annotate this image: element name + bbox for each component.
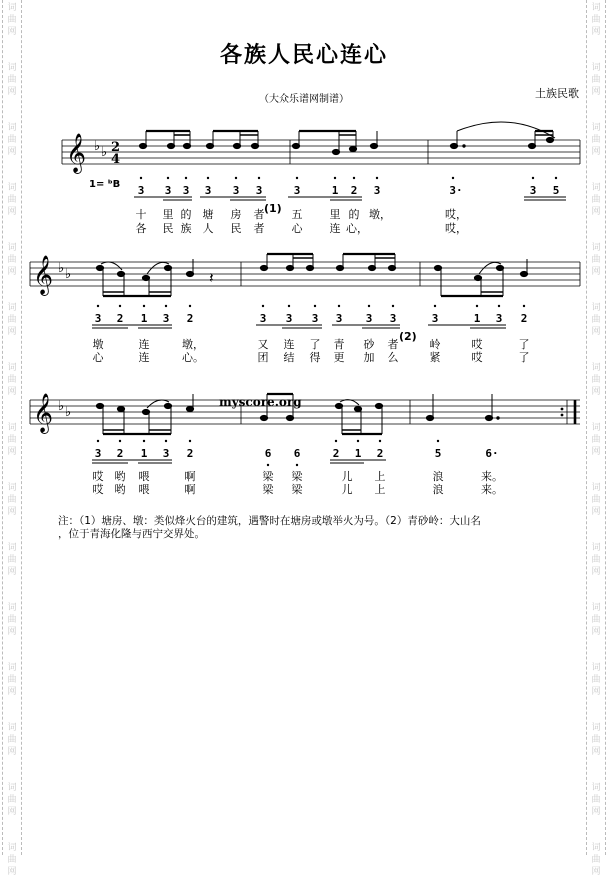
footnote-mark: (2) [399, 330, 417, 343]
footnote-mark: (1) [264, 202, 282, 215]
side-watermark-glyph: 曲 [7, 75, 17, 85]
side-watermark-glyph: 网 [7, 27, 17, 37]
side-watermark-glyph: 曲 [591, 855, 601, 865]
side-watermark-glyph: 词 [591, 543, 601, 553]
lyric: 连 [138, 338, 150, 351]
jianpu-note: 3 [94, 312, 102, 325]
lyric: 心 [291, 222, 303, 235]
jianpu-note: 1 [331, 184, 339, 197]
jianpu-note: 2 [186, 447, 194, 460]
lyric: 各 [135, 222, 147, 235]
lyric: 砂 [363, 338, 375, 351]
lyric: 得 [309, 351, 321, 364]
jianpu-note: 1 [140, 447, 148, 460]
lyric: 更 [333, 351, 345, 364]
side-watermark-glyph: 曲 [591, 555, 601, 565]
key-signature: 1= ᵇB [89, 179, 121, 190]
lyric: 梁 [291, 470, 303, 483]
lyric: 十 [135, 208, 147, 221]
jianpu-note: 3 [495, 312, 503, 325]
lyric: 房 [230, 208, 242, 221]
lyric: 青 [333, 338, 345, 351]
lyric: 墩， [369, 208, 391, 221]
lyric: 来。 [481, 483, 503, 496]
jianpu-note: 3 [365, 312, 373, 325]
side-watermark-glyph: 网 [7, 867, 17, 877]
lyric: 梁 [262, 483, 274, 496]
lyric: 紧 [429, 351, 441, 364]
side-watermark-glyph: 网 [7, 807, 17, 817]
side-watermark-glyph: 曲 [591, 315, 601, 325]
jianpu-note: 3 [389, 312, 397, 325]
side-watermark-glyph: 词 [591, 303, 601, 313]
jianpu-note: 3 [162, 447, 170, 460]
lyric: 塘 [202, 208, 214, 221]
lyric: 了 [518, 338, 530, 351]
side-watermark-glyph: 网 [591, 267, 601, 277]
jianpu-note: 5 [552, 184, 560, 197]
footnote-line: 注：（1）塘房、墩：类似烽火台的建筑，遇警时在塘房或墩举火为号。（2）青砂岭：大山名 [58, 515, 481, 527]
side-watermark-glyph: 曲 [591, 495, 601, 505]
side-watermark-glyph: 曲 [7, 555, 17, 565]
side-watermark-glyph: 词 [591, 123, 601, 133]
flat-icon: ♭ [101, 145, 108, 160]
side-watermark-glyph: 网 [591, 207, 601, 217]
lyric: 心， [346, 222, 368, 235]
treble-clef-icon: 𝄞 [33, 393, 54, 433]
jianpu-note: 6· [485, 447, 499, 460]
jianpu-note: 3 [182, 184, 190, 197]
side-watermark-glyph: 网 [591, 147, 601, 157]
lyric: 者 [253, 222, 265, 235]
side-watermark-glyph: 词 [7, 723, 17, 733]
side-watermark-glyph: 曲 [7, 855, 17, 865]
watermark: myscore.org [219, 395, 302, 409]
jianpu-note: 2 [332, 447, 340, 460]
side-watermark-glyph: 网 [7, 147, 17, 157]
jianpu-note: 3 [259, 312, 267, 325]
side-watermark-glyph: 曲 [7, 375, 17, 385]
jianpu-note: 1 [354, 447, 362, 460]
jianpu-note: 2 [520, 312, 528, 325]
jianpu-note: 2 [116, 312, 124, 325]
side-watermark-glyph: 词 [591, 483, 601, 493]
side-watermark-glyph: 词 [7, 63, 17, 73]
jianpu-note: 2 [376, 447, 384, 460]
jianpu-note: 3 [232, 184, 240, 197]
staff-2 [30, 254, 580, 296]
composer: 土族民歌 [535, 87, 579, 100]
side-watermark-glyph: 词 [7, 423, 17, 433]
flat-icon: ♭ [58, 399, 65, 414]
side-watermark-glyph: 词 [591, 3, 601, 13]
jianpu-note: 3 [164, 184, 172, 197]
side-watermark-glyph: 词 [591, 603, 601, 613]
side-watermark-glyph: 词 [591, 423, 601, 433]
lyric: 的 [348, 208, 360, 221]
lyric: 连 [329, 222, 341, 235]
side-watermark-glyph: 曲 [7, 675, 17, 685]
side-watermark-glyph: 词 [7, 363, 17, 373]
staff-3 [30, 393, 580, 434]
side-watermark-glyph: 网 [591, 867, 601, 877]
side-watermark-glyph: 词 [7, 483, 17, 493]
side-watermark-glyph: 曲 [7, 135, 17, 145]
lyric: 喂 [138, 470, 150, 483]
lyric: 民 [230, 222, 242, 235]
side-watermark-glyph: 词 [7, 783, 17, 793]
side-watermark-glyph: 曲 [7, 315, 17, 325]
side-watermark-glyph: 曲 [7, 615, 17, 625]
side-watermark-glyph: 网 [7, 687, 17, 697]
jianpu-note: 3 [204, 184, 212, 197]
side-watermark-glyph: 词 [7, 183, 17, 193]
side-watermark-glyph: 曲 [7, 195, 17, 205]
side-watermark-glyph: 词 [591, 663, 601, 673]
quarter-rest-icon: 𝄽 [209, 269, 214, 287]
side-watermark-glyph: 词 [591, 243, 601, 253]
side-watermark-glyph: 网 [7, 447, 17, 457]
side-watermark-glyph: 词 [7, 3, 17, 13]
flat-icon: ♭ [94, 139, 101, 154]
lyric: 梁 [291, 483, 303, 496]
lyric: 又 [257, 338, 269, 351]
jianpu-note: 3 [293, 184, 301, 197]
lyric: 哎 [471, 338, 483, 351]
side-watermark-glyph: 网 [7, 207, 17, 217]
side-watermark-glyph: 网 [591, 87, 601, 97]
lyric: 族 [180, 222, 192, 235]
lyric: 里 [162, 208, 174, 221]
flat-icon: ♭ [58, 261, 65, 276]
side-watermark-glyph: 网 [591, 27, 601, 37]
side-watermark-glyph: 词 [7, 663, 17, 673]
jianpu-note: 3 [311, 312, 319, 325]
lyric: 上 [374, 483, 386, 496]
side-watermark-glyph: 曲 [7, 795, 17, 805]
side-watermark-glyph: 网 [7, 327, 17, 337]
side-watermark-glyph: 词 [591, 63, 601, 73]
side-watermark-glyph: 词 [7, 603, 17, 613]
side-watermark-glyph: 词 [7, 543, 17, 553]
side-watermark-glyph: 曲 [7, 435, 17, 445]
side-watermark-glyph: 词 [591, 363, 601, 373]
flat-icon: ♭ [65, 267, 72, 282]
lyric: 五 [291, 208, 303, 221]
treble-clef-icon: 𝄞 [33, 255, 54, 295]
side-watermark-glyph: 网 [7, 567, 17, 577]
jianpu-note: 3 [162, 312, 170, 325]
lyric: 民 [162, 222, 174, 235]
side-watermark-glyph: 词 [7, 843, 17, 853]
side-watermark-glyph: 词 [591, 843, 601, 853]
side-watermark-glyph: 网 [591, 747, 601, 757]
jianpu-note: 3 [137, 184, 145, 197]
side-watermark-glyph: 网 [591, 507, 601, 517]
lyric: 结 [283, 351, 295, 364]
side-watermark-glyph: 网 [591, 567, 601, 577]
footnote-line: ，位于青海化隆与西宁交界处。 [58, 528, 205, 540]
side-watermark-glyph: 网 [7, 627, 17, 637]
jianpu-note: 3 [529, 184, 537, 197]
lyric: 上 [374, 470, 386, 483]
side-watermark-glyph: 曲 [7, 495, 17, 505]
lyric: 心。 [182, 351, 204, 364]
side-watermark-glyph: 网 [7, 747, 17, 757]
flat-icon: ♭ [65, 405, 72, 420]
jianpu-note: 3 [431, 312, 439, 325]
lyric: 人 [202, 222, 214, 235]
side-watermark-glyph: 曲 [591, 15, 601, 25]
lyric: 儿 [341, 470, 353, 483]
side-watermark-glyph: 网 [7, 507, 17, 517]
staff-1 [62, 122, 580, 174]
jianpu-note: 2 [350, 184, 358, 197]
jianpu-note: 3 [94, 447, 102, 460]
side-watermark-glyph: 词 [7, 303, 17, 313]
side-watermark-glyph: 曲 [7, 255, 17, 265]
lyric: 墩 [92, 338, 104, 351]
side-watermark-glyph: 网 [7, 87, 17, 97]
lyric: 岭 [429, 338, 441, 351]
side-watermark-glyph: 曲 [7, 15, 17, 25]
lyric: 连 [283, 338, 295, 351]
lyric: 的 [180, 208, 192, 221]
lyric: 哎， [445, 222, 467, 235]
footnote [58, 515, 558, 541]
lyric: 心 [92, 351, 104, 364]
lyric: 了 [518, 351, 530, 364]
lyric: 加 [363, 351, 375, 364]
side-watermark-glyph: 曲 [591, 795, 601, 805]
side-watermark-glyph: 网 [591, 447, 601, 457]
lyric: 哟 [114, 483, 126, 496]
side-watermark-glyph: 网 [7, 267, 17, 277]
lyric: 哎 [92, 470, 104, 483]
lyric: 了 [309, 338, 321, 351]
side-watermark-glyph: 网 [591, 387, 601, 397]
lyric: 哎， [445, 208, 467, 221]
lyric: 儿 [341, 483, 353, 496]
jianpu-note: 6 [264, 447, 272, 460]
lyric: 来。 [481, 470, 503, 483]
side-watermark-glyph: 曲 [591, 615, 601, 625]
lyric: 者 [387, 338, 399, 351]
side-watermark-glyph: 词 [7, 123, 17, 133]
side-watermark-glyph: 曲 [591, 255, 601, 265]
side-watermark-glyph: 网 [591, 327, 601, 337]
lyric: 梁 [262, 470, 274, 483]
jianpu-note: 5 [434, 447, 442, 460]
jianpu-note: 1 [140, 312, 148, 325]
side-watermark-glyph: 曲 [591, 735, 601, 745]
treble-clef-icon: 𝄞 [66, 133, 87, 173]
jianpu-note: 3 [373, 184, 381, 197]
subtitle: （大众乐谱网制谱） [259, 94, 349, 105]
side-watermark-glyph: 词 [591, 723, 601, 733]
lyric: 连 [138, 351, 150, 364]
song-title: 各族人民心连心 [219, 42, 388, 68]
lyric: 哟 [114, 470, 126, 483]
side-watermark-glyph: 网 [7, 387, 17, 397]
jianpu-note: 3 [335, 312, 343, 325]
side-watermark-glyph: 曲 [591, 675, 601, 685]
jianpu-note: 1 [473, 312, 481, 325]
side-watermark-glyph: 词 [591, 183, 601, 193]
side-watermark-glyph: 词 [7, 243, 17, 253]
time-sig-bottom: 4 [111, 152, 121, 167]
jianpu-note: 2 [116, 447, 124, 460]
lyric: 浪 [432, 483, 444, 496]
jianpu-underlines [92, 197, 566, 463]
side-watermark-glyph: 曲 [591, 75, 601, 85]
side-watermark-glyph: 网 [591, 687, 601, 697]
jianpu-note: 6 [293, 447, 301, 460]
lyric: 么 [387, 351, 399, 364]
side-watermark-glyph: 曲 [591, 135, 601, 145]
side-watermark-glyph: 曲 [7, 735, 17, 745]
lyric: 哎 [471, 351, 483, 364]
lyric: 浪 [432, 470, 444, 483]
jianpu-note: 2 [186, 312, 194, 325]
side-watermark-glyph: 曲 [591, 435, 601, 445]
lyric: 哎 [92, 483, 104, 496]
lyric: 啊 [184, 470, 196, 483]
lyric: 墩， [182, 338, 204, 351]
side-watermark-glyph: 曲 [591, 195, 601, 205]
time-sig-top: 2 [111, 140, 121, 155]
side-watermark-glyph: 曲 [591, 375, 601, 385]
side-watermark-glyph: 网 [591, 627, 601, 637]
side-watermark-glyph: 网 [591, 807, 601, 817]
lyric: 者 [253, 208, 265, 221]
jianpu-note: 3 [285, 312, 293, 325]
lyric: 里 [329, 208, 341, 221]
lyric: 喂 [138, 483, 150, 496]
lyric: 团 [257, 351, 269, 364]
jianpu-note: 3 [255, 184, 263, 197]
side-watermark-glyph: 词 [591, 783, 601, 793]
jianpu-note: 3· [449, 184, 463, 197]
lyric: 啊 [184, 483, 196, 496]
